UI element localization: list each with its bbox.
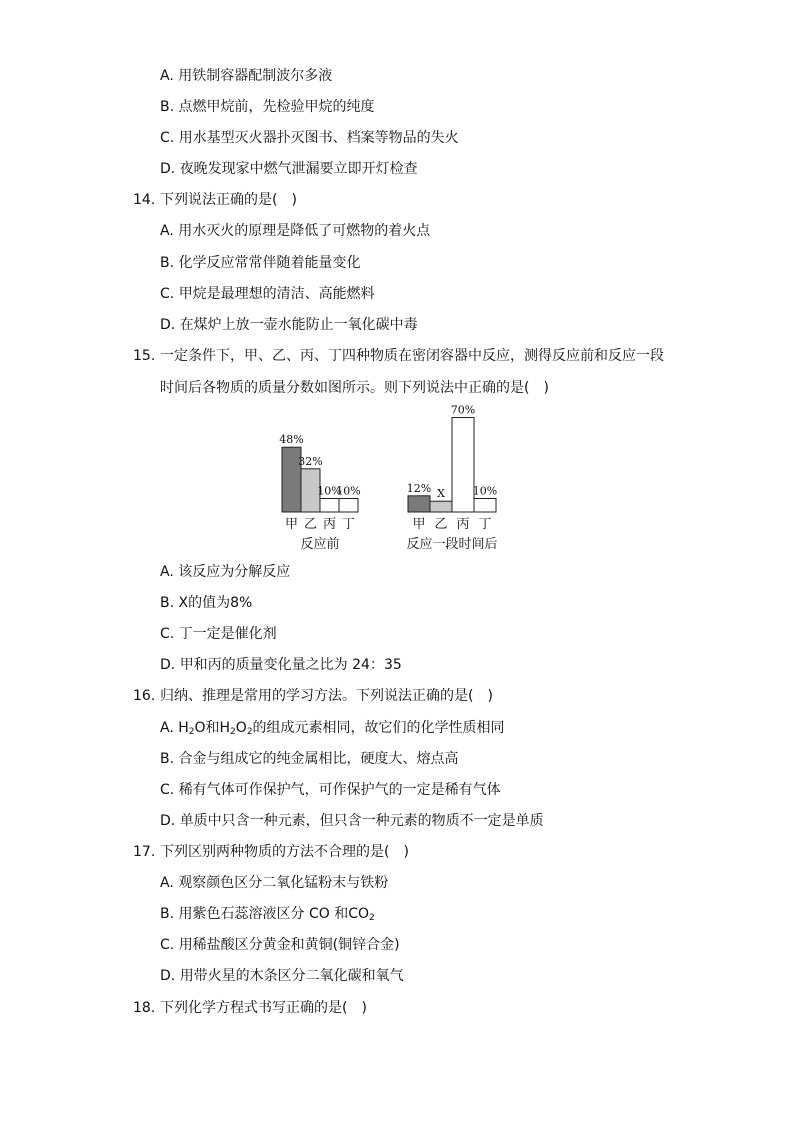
option-text: 在煤炉上放一壶水能防止一氧化碳中毒 [179,317,418,333]
q14-number: 14. [133,192,156,208]
data-label: 10% [317,484,342,498]
category-label: 丙 [456,517,470,532]
option-text: X的值为8% [178,595,253,611]
bar-丙 [452,418,474,513]
option-letter: A. [160,564,174,580]
category-label: 乙 [434,517,448,532]
data-label: 32% [298,454,323,468]
bar-甲 [408,496,430,512]
option-text: 用铁制容器配制波尔多液 [178,68,333,84]
option-text: 用带火星的木条区分二氧化碳和氧气 [179,968,404,984]
category-label: 丁 [478,517,492,532]
q16-option-a [160,718,505,738]
q16-option-c [160,780,501,800]
q18-number: 18. [133,1000,156,1016]
option-letter: D. [160,968,176,984]
bar-chart-after [400,400,520,560]
data-label: 48% [279,433,304,447]
q15-option-c [160,624,277,644]
q15-number: 15. [133,348,156,364]
option-text: 用紫色石蕊溶液区分 CO 和$CO_2$ [178,906,375,923]
q13-option-c [160,128,459,148]
q17-stem: 下列区别两种物质的方法不合理的是( ) [160,844,409,860]
q14-option-a [160,221,430,241]
option-text: 点燃甲烷前，先检验甲烷的纯度 [178,99,375,115]
option-letter: D. [160,813,176,829]
q13-option-a [160,66,332,86]
data-label: 10% [336,484,361,498]
q16-number: 16. [133,688,156,704]
data-label: X [437,487,445,501]
category-label: 乙 [303,517,318,532]
option-text: 观察颜色区分二氧化锰粉末与铁粉 [178,875,389,891]
bar-chart-before [270,400,380,560]
option-text: 用水基型灭火器扑灭图书、档案等物品的失火 [178,130,459,146]
option-text: 化学反应常常伴随着能量变化 [178,255,361,271]
chart-caption: 反应前 [300,537,340,552]
option-letter: C. [160,626,175,642]
bar-丁 [339,499,358,513]
bar-丁 [474,499,496,513]
q17-option-d [160,966,404,986]
q14-option-d [160,315,418,335]
option-letter: A. [160,720,174,736]
option-letter: B. [160,595,175,611]
q13-option-b [160,97,375,117]
bar-丙 [320,499,339,513]
option-text: 合金与组成它的纯金属相比，硬度大、熔点高 [178,751,459,767]
option-text: 甲和丙的质量变化量之比为 24：35 [179,657,402,673]
q14-stem: 下列说法正确的是( ) [160,192,297,208]
option-letter: B. [160,255,175,271]
q14-option-c [160,284,375,304]
q15-stem-line1: 一定条件下，甲、乙、丙、丁四种物质在密闭容器中反应，测得反应前和反应一段 [160,348,664,364]
category-label: 甲 [284,517,299,532]
chart-caption: 反应一段时间后 [406,537,498,552]
option-letter: D. [160,657,176,673]
category-label: 丙 [322,517,337,532]
option-letter: C. [160,130,175,146]
option-text: 丁一定是催化剂 [178,626,277,642]
option-letter: A. [160,68,174,84]
option-letter: C. [160,937,175,953]
chart-before-reaction [270,400,380,560]
option-letter: A. [160,875,174,891]
option-letter: D. [160,317,176,333]
data-label: 12% [406,481,432,495]
q14-option-b [160,253,361,273]
option-text: 甲烷是最理想的清洁、高能燃料 [178,286,375,302]
q17-option-b [160,904,375,924]
option-text: 用水灭火的原理是降低了可燃物的着火点 [178,223,431,239]
option-letter: B. [160,751,175,767]
q15-option-a [160,562,290,582]
q17-option-a [160,873,388,893]
option-letter: A. [160,223,174,239]
option-text: 稀有气体可作保护气，可作保护气的一定是稀有气体 [178,782,501,798]
option-text: $H_2O$和$H_2O_2$的组成元素相同，故它们的化学性质相同 [178,720,505,737]
category-label: 丁 [341,517,356,532]
option-letter: C. [160,782,175,798]
q13-option-d [160,159,418,179]
option-letter: B. [160,906,175,922]
data-label: 70% [450,403,476,417]
q18-stem: 下列化学方程式书写正确的是( ) [160,1000,367,1016]
option-letter: B. [160,99,175,115]
option-text: 用稀盐酸区分黄金和黄铜(铜锌合金) [178,937,400,953]
option-letter: D. [160,161,176,177]
q16-option-b [160,749,459,769]
q17-option-c [160,935,400,955]
option-text: 夜晚发现家中燃气泄漏要立即开灯检查 [179,161,418,177]
bar-乙 [430,501,452,512]
q17-number: 17. [133,844,156,860]
q15-option-b [160,593,252,613]
option-letter: C. [160,286,175,302]
category-label: 甲 [412,517,426,532]
q16-stem: 归纳、推理是常用的学习方法。下列说法正确的是( ) [160,688,493,704]
data-label: 10% [472,484,498,498]
q15-stem-line2: 时间后各物质的质量分数如图所示。则下列说法中正确的是( ) [160,380,549,396]
q16-option-d [160,811,544,831]
chart-after-reaction [400,400,520,560]
option-text: 该反应为分解反应 [178,564,291,580]
q15-option-d [160,655,402,675]
option-text: 单质中只含一种元素，但只含一种元素的物质不一定是单质 [179,813,544,829]
